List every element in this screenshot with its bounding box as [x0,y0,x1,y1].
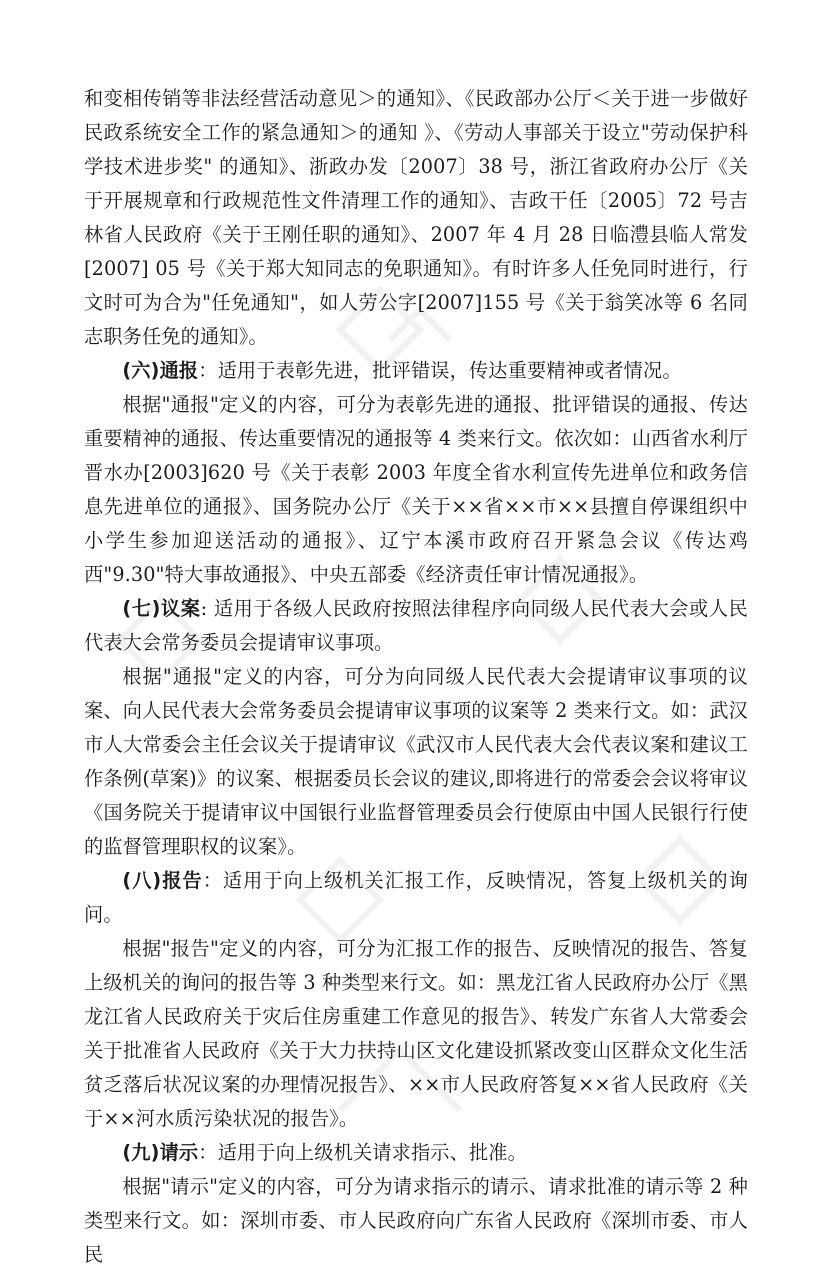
paragraph-intro: 和变相传销等非法经营活动意见＞的通知》、《民政部办公厅＜关于进一步做好民政系统安全工作的紧急通知＞的通知 》、《劳动人事部关于设立"劳动保护科学技术进步奖" 的通知》、浙政办发〔2007〕38 号，浙江省政府办公厅《关于开展规章和行政规范性文件清理工作的通知》、吉政干任〔2005〕72 号吉林省人民政府《关于王刚任职的通知》、2007 年 4 月 28 日临澧县临人常发[2007] 05 号《关于郑大知同志的免职通知》。有时许多人任免同时进行，行文时可为合为"任免通知"，如人劳公字[2007]155 号《关于翁笑冰等 6 名同志职务任免的通知》。 [84,87,748,348]
paragraph-baogao: 根据"报告"定义的内容，可分为汇报工作的报告、反映情况的报告、答复上级机关的询问的报告等 3 种类型来行文。如：黑龙江省人民政府办公厅《黑龙江省人民政府关于灾后住房重建工作意见的报告》、转发广东省人大常委会关于批准省人民政府《关于大力扶持山区文化建设抓紧改变山区群众文化生活贫乏落后状况议案的办理情况报告》、××市人民政府答复××省人民政府《关于××河水质污染状况的报告》。 [84,937,748,1130]
section-heading-baogao [84,864,748,932]
heading-qingshi: (九)请示 [122,1141,199,1164]
paragraph-tongbao: 根据"通报"定义的内容，可分为表彰先进的通报、批评错误的通报、传达重要精神的通报、传达重要情况的通报等 4 类来行文。依次如：山西省水利厅晋水办[2003]620 号《关于表彰 2003 年度全省水利宣传先进单位和政务信息先进单位的通报》、国务院办公厅《关于××省××市××县擅自停课组织中小学生参加迎送活动的通报》、辽宁本溪市政府召开紧急会议《传达鸡西"9.30"特大事故通报》、中央五部委《经济责任审计情况通报》。 [84,393,748,586]
section-heading-tongbao [84,354,748,388]
section-heading-qingshi [84,1136,748,1170]
paragraph-qingshi: 根据"请示"定义的内容，可分为请求指示的请示、请求批准的请示等 2 种类型来行文。如：深圳市委、市人民政府向广东省人民政府《深圳市委、市人民 [84,1175,748,1266]
definition-tongbao: ：适用于表彰先进，批评错误，传达重要精神或者情况。 [198,359,682,382]
paragraph-yian: 根据"通报"定义的内容，可分为向同级人民代表大会提请审议事项的议案、向人民代表大会常务委员会提请审议事项的议案等 2 类来行文。如：武汉市人大常委会主任会议关于提请审议《武汉市人民代表大会代表议案和建议工作条例(草案)》的议案、根据委员长会议的建议,即将进行的常委会会议将审议《国务院关于提请审议中国银行业监督管理委员会行使原由中国人民银行行使的监督管理职权的议案》。 [84,665,748,858]
definition-baogao: ：适用于向上级机关汇报工作，反映情况，答复上级机关的询问。 [84,869,748,926]
definition-qingshi: ：适用于向上级机关请求指示、批准。 [198,1141,527,1164]
heading-yian: (七)议案 [122,597,201,620]
heading-tongbao: (六)通报 [122,359,199,382]
heading-baogao: (八)报告 [122,869,203,892]
document-body [84,82,748,1272]
definition-yian: : 适用于各级人民政府按照法律程序向同级人民代表大会或人民代表大会常务委员会提请审议事项。 [84,597,748,654]
section-heading-yian [84,592,748,660]
